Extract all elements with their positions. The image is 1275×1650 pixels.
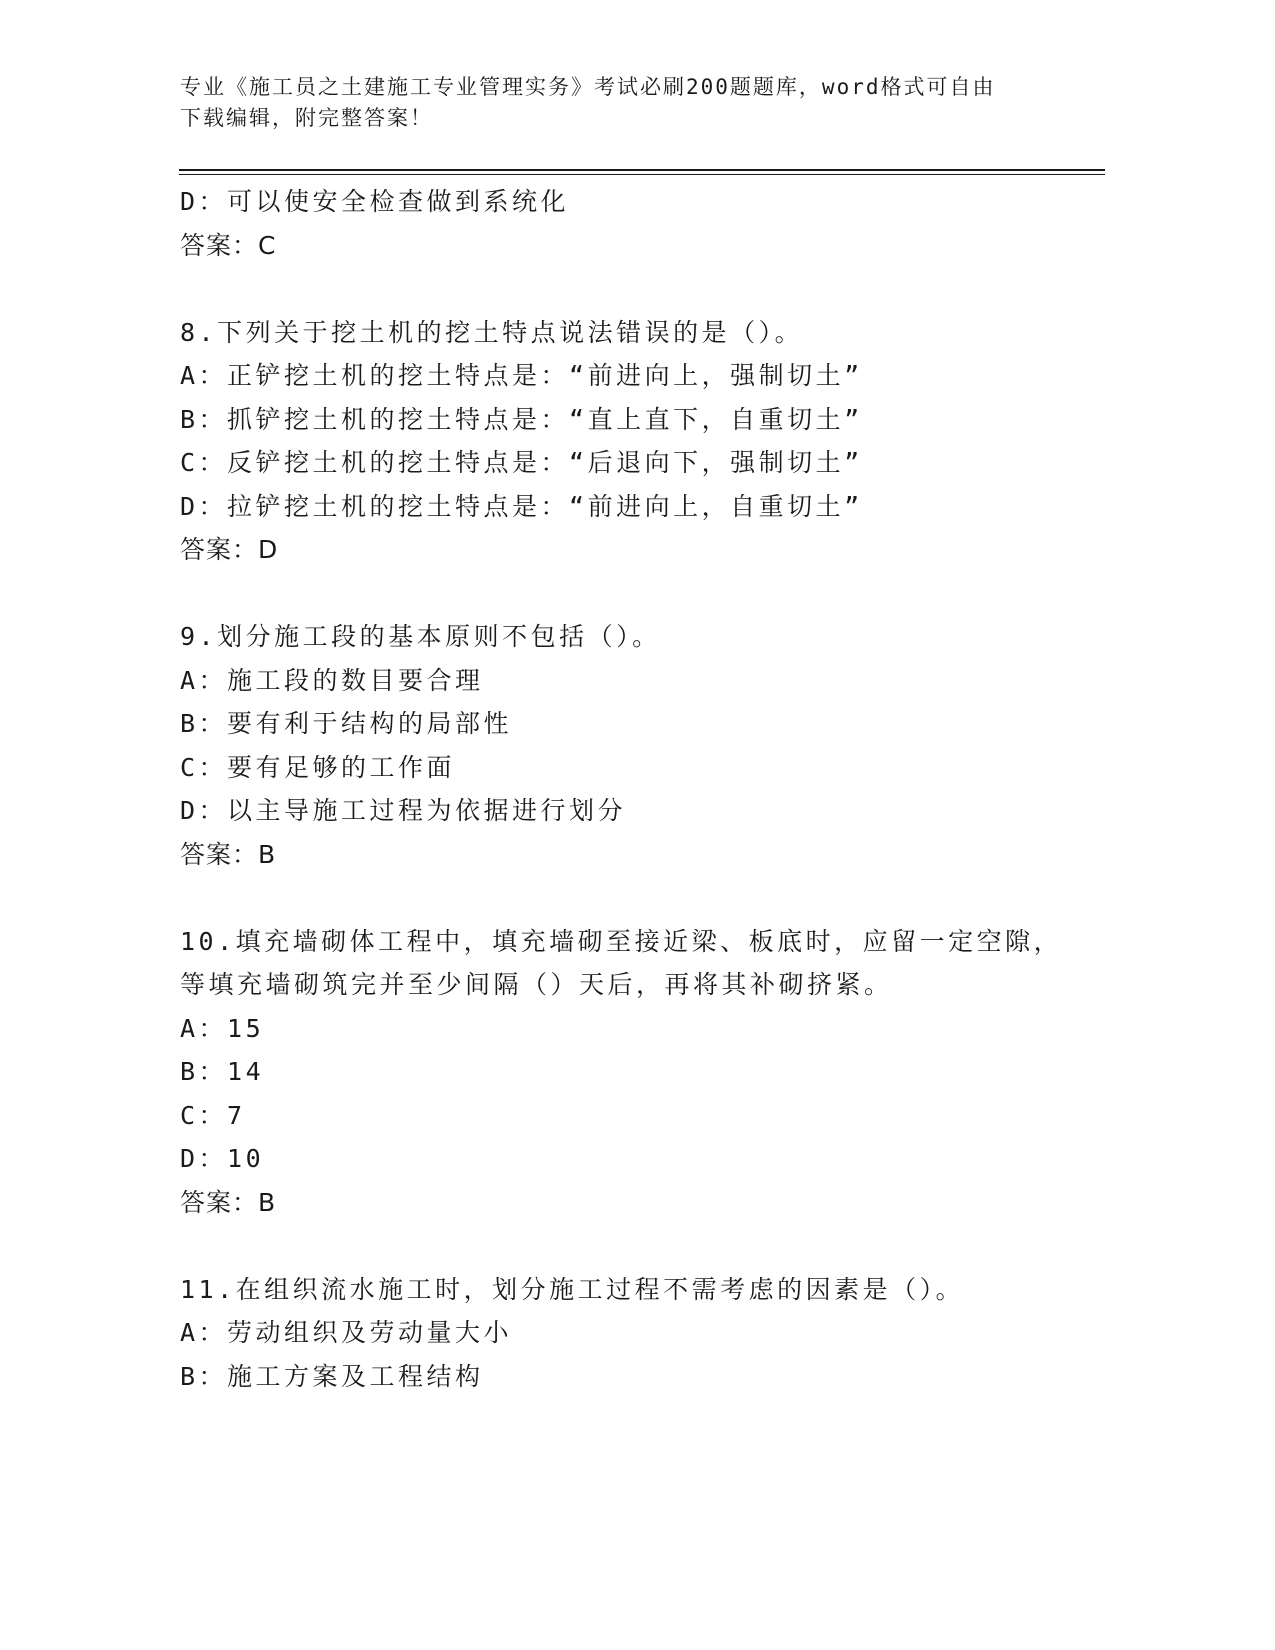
header-rule-thick xyxy=(179,169,1105,171)
option-b: B：施工方案及工程结构 xyxy=(180,1361,484,1391)
option-d: D：可以使安全检查做到系统化 xyxy=(180,187,570,216)
option-b: B：抓铲挖土机的挖土特点是：“直上直下，自重切土” xyxy=(180,404,863,434)
answer-line: 答案：D xyxy=(180,535,279,564)
document-header xyxy=(180,72,1060,134)
option-b: B：14 xyxy=(180,1057,265,1086)
question-spacer xyxy=(180,876,1100,920)
option-d: D：拉铲挖土机的挖土特点是：“前进向上，自重切土” xyxy=(180,491,863,521)
option-c: C：反铲挖土机的挖土特点是：“后退向下，强制切土” xyxy=(180,448,863,477)
header-rule-thin xyxy=(179,174,1105,175)
question-stem: 8.下列关于挖土机的挖土特点说法错误的是（）。 xyxy=(180,317,804,347)
question-spacer xyxy=(180,267,1100,311)
option-d: D：10 xyxy=(180,1144,265,1173)
option-a: A：正铲挖土机的挖土特点是：“前进向上，强制切土” xyxy=(180,361,863,390)
question-stem: 9.划分施工段的基本原则不包括（）。 xyxy=(180,622,661,651)
question-spacer xyxy=(180,572,1100,616)
question-spacer xyxy=(180,1224,1100,1268)
option-c: C：7 xyxy=(180,1100,246,1130)
option-b: B：要有利于结构的局部性 xyxy=(180,709,513,738)
option-a: A：劳动组织及劳动量大小 xyxy=(180,1318,513,1347)
previous-question-tail xyxy=(180,180,1100,267)
question-9 xyxy=(180,615,1100,876)
option-a: A：施工段的数目要合理 xyxy=(180,665,484,695)
question-10 xyxy=(180,920,1100,1225)
option-a: A：15 xyxy=(180,1013,265,1043)
option-c: C：要有足够的工作面 xyxy=(180,752,456,782)
answer-line: 答案：C xyxy=(180,230,277,260)
question-8 xyxy=(180,311,1100,572)
header-line-1: 专业《施工员之土建施工专业管理实务》考试必刷200题题库，word格式可自由 xyxy=(180,75,996,99)
answer-line: 答案：B xyxy=(180,1187,277,1217)
header-line-2: 下载编辑，附完整答案！ xyxy=(180,106,433,130)
question-11 xyxy=(180,1268,1100,1399)
question-stem: 11.在组织流水施工时，划分施工过程不需考虑的因素是（）。 xyxy=(180,1274,965,1304)
question-list xyxy=(180,180,1100,1398)
answer-line: 答案：B xyxy=(180,839,277,869)
question-stem-continued: 等填充墙砌筑完并至少间隔（）天后，再将其补砌挤紧。 xyxy=(180,970,893,999)
option-d: D：以主导施工过程为依据进行划分 xyxy=(180,796,627,825)
question-stem: 10.填充墙砌体工程中，填充墙砌至接近梁、板底时，应留一定空隙， xyxy=(180,926,1063,956)
